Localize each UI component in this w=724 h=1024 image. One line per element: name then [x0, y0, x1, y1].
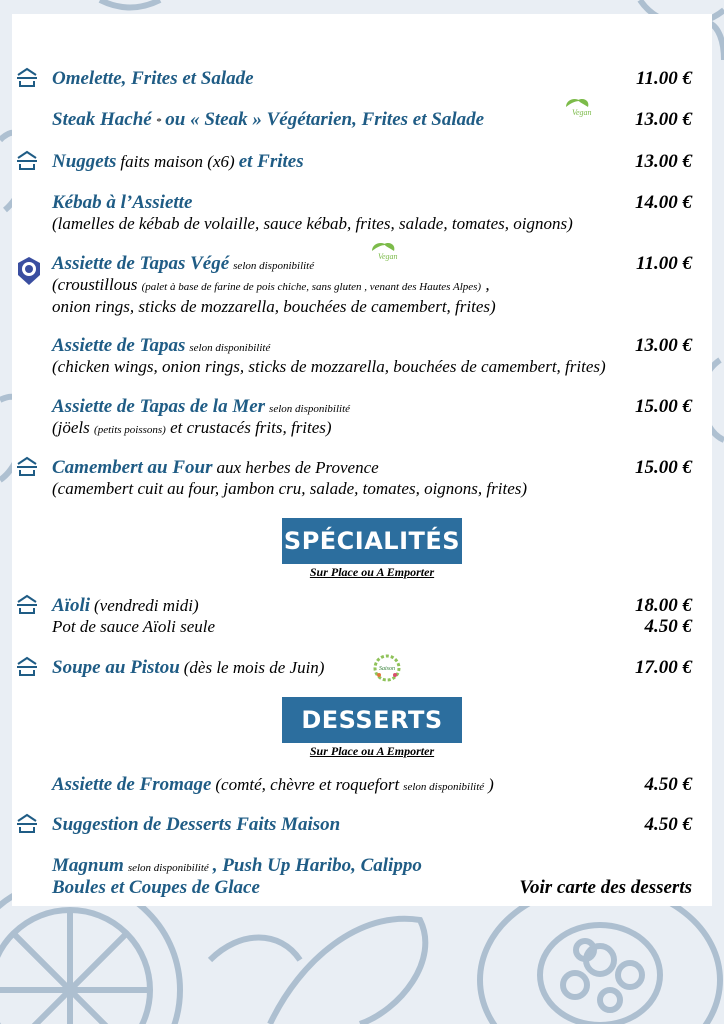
item-detail-end: ) [488, 775, 494, 794]
item-price: 14.00 € [635, 192, 692, 213]
desc-part: (jöels [52, 418, 90, 437]
item-detail: (vendredi midi) [94, 596, 199, 615]
item-price: 11.00 € [636, 253, 692, 274]
item-description: (lamelles de kébab de volaille, sauce kébab, frites, salade, tomates, oignons) [52, 214, 573, 233]
saison-label: Saison [378, 666, 396, 672]
menu-item [52, 396, 692, 440]
menu-item [52, 595, 692, 637]
item-availability: selon disponibilité [127, 862, 209, 874]
takeaway-house-icon [14, 655, 40, 677]
item-name: Camembert au Four [52, 457, 213, 478]
item-price: Voir carte des desserts [519, 877, 692, 898]
takeaway-house-icon [14, 455, 40, 477]
item-name: Kébab à l’Assiette [52, 192, 193, 213]
takeaway-house-icon [14, 812, 40, 834]
item-subline: Pot de sauce Aïoli seule [52, 617, 216, 636]
item-name: Assiette de Tapas [52, 335, 186, 356]
saison-wreath-icon [370, 653, 404, 683]
item-subline: Boules et Coupes de Glace [52, 877, 260, 898]
item-price: 15.00 € [635, 396, 692, 417]
item-name-2: , Push Up Haribo, Calippo [212, 855, 422, 876]
item-detail: (dès le mois de Juin) [183, 658, 325, 677]
menu-item [52, 335, 692, 377]
section-subtitle: Sur Place ou A Emporter [309, 565, 435, 579]
item-name: Steak Haché [52, 109, 152, 130]
item-name-2: ou « Steak » Végétarien, Frites et Salade [165, 109, 485, 130]
item-price: 13.00 € [635, 151, 692, 172]
desc-part: et crustacés frits, frites) [170, 418, 332, 437]
item-detail: faits maison (x6) [120, 152, 235, 171]
takeaway-house-icon [14, 149, 40, 171]
vegan-leaf-icon [560, 95, 594, 117]
item-description: (chicken wings, onion rings, sticks de mozzarella, bouchées de camembert, frites) [52, 357, 606, 376]
item-name: Assiette de Fromage [52, 774, 212, 795]
menu-item [52, 68, 692, 90]
item-name: Assiette de Tapas Végé [52, 253, 230, 274]
item-name-2: et Frites [238, 151, 304, 172]
item-name: Suggestion de Desserts Faits Maison [52, 814, 341, 835]
item-description-2: onion rings, sticks de mozzarella, bouchées de camembert, frites) [52, 297, 496, 316]
desc-detail: (palet à base de farine de pois chiche, sans gluten , venant des Hautes Alpes) [141, 281, 482, 293]
item-availability: selon disponibilité [269, 403, 351, 415]
item-name: Aïoli [52, 595, 91, 616]
vegan-label: Vegan [572, 108, 592, 117]
menu-item [52, 192, 692, 234]
vegan-leaf-icon [366, 239, 400, 261]
item-availability: selon disponibilité [233, 260, 315, 272]
item-line-2 [52, 617, 692, 637]
item-name: Assiette de Tapas de la Mer [52, 396, 266, 417]
item-price-2: 4.50 € [644, 616, 692, 637]
item-price: 15.00 € [635, 457, 692, 478]
item-availability: selon disponibilité [403, 781, 485, 793]
menu-item [52, 855, 692, 899]
item-price: 11.00 € [636, 68, 692, 89]
item-availability: selon disponibilité [189, 342, 271, 354]
menu-item [52, 814, 692, 836]
item-detail: aux herbes de Provence [216, 458, 379, 477]
item-name: Omelette, Frites et Salade [52, 68, 254, 89]
item-price: 4.50 € [644, 814, 692, 835]
takeaway-house-icon [14, 593, 40, 615]
menu-item [52, 151, 692, 173]
item-price: 13.00 € [635, 335, 692, 356]
desc-part: , [485, 275, 490, 294]
menu-item [52, 457, 692, 499]
item-star: * [155, 116, 162, 128]
item-name: Nuggets [52, 151, 117, 172]
item-price: 17.00 € [635, 657, 692, 678]
label-rouge-badge-icon [16, 256, 42, 286]
menu-item [52, 253, 692, 317]
item-price: 18.00 € [635, 595, 692, 616]
section-title-specialites: SPÉCIALITÉS [282, 518, 462, 564]
takeaway-house-icon [14, 66, 40, 88]
item-detail: (comté, chèvre et roquefort [215, 775, 400, 794]
item-description [52, 275, 692, 297]
vegan-label: Vegan [378, 252, 398, 261]
item-description [52, 418, 692, 440]
item-price: 13.00 € [635, 109, 692, 130]
item-price: 4.50 € [644, 774, 692, 795]
menu-item [52, 657, 692, 679]
section-title-desserts: DESSERTS [282, 697, 462, 743]
desc-detail: (petits poissons) [94, 424, 166, 436]
desc-part: (croustillous [52, 275, 138, 294]
item-line-2 [52, 877, 692, 899]
menu-item [52, 109, 692, 131]
item-name: Soupe au Pistou [52, 657, 180, 678]
item-name: Magnum [52, 855, 124, 876]
item-description: (camembert cuit au four, jambon cru, salade, tomates, oignons, frites) [52, 479, 528, 498]
section-subtitle: Sur Place ou A Emporter [309, 744, 435, 758]
menu-item [52, 774, 692, 796]
